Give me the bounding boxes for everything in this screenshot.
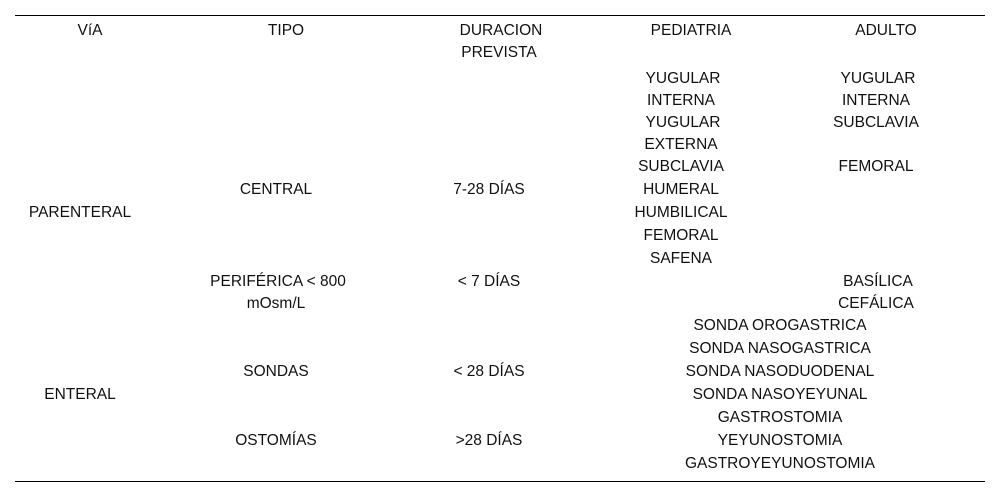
header-duracion-line1: DURACION [459,22,543,39]
duracion-ostomias: >28 DÍAS [455,432,523,449]
pediatria-central-item: YUGULAR [645,114,721,131]
sondas-opcion: SONDA NASOGASTRICA [689,340,871,357]
adulto-central-item: FEMORAL [838,158,914,175]
sondas-opcion: SONDA NASOYEYUNAL [692,386,868,403]
adulto-central-item: INTERNA [841,92,911,109]
tipo-ostomias: OSTOMÍAS [235,432,317,449]
pediatria-central-item: YUGULAR [645,70,721,87]
tipo-central: CENTRAL [239,181,313,198]
tipo-periferica-line2: mOsm/L [246,295,306,312]
via-enteral: ENTERAL [44,386,116,403]
adulto-central-item: SUBCLAVIA [833,114,919,131]
duracion-central: 7-28 DÍAS [453,181,525,198]
adulto-periferica-item: CEFÁLICA [838,295,914,312]
header-adulto: ADULTO [855,22,917,39]
adulto-periferica-item: BASÍLICA [843,273,913,290]
header-via: VíA [77,22,103,39]
ostomias-opcion: GASTROSTOMIA [717,409,843,426]
via-parenteral: PARENTERAL [28,204,132,221]
pediatria-central-item: SAFENA [649,250,713,267]
pediatria-central-item: EXTERNA [644,136,718,153]
duracion-sondas: < 28 DÍAS [453,363,525,380]
pediatria-central-item: HUMBILICAL [634,204,728,221]
tipo-periferica-line1: PERIFÉRICA < 800 [210,273,346,290]
ostomias-opcion: YEYUNOSTOMIA [717,432,843,449]
sondas-opcion: SONDA OROGASTRICA [693,317,867,334]
ostomias-opcion: GASTROYEYUNOSTOMIA [684,455,876,472]
adulto-central-item: YUGULAR [840,70,916,87]
header-tipo: TIPO [267,22,305,39]
bottom-rule [15,481,985,482]
duracion-periferica: < 7 DÍAS [457,273,521,290]
header-duracion-line2: PREVISTA [461,44,537,61]
pediatria-central-item: FEMORAL [643,227,719,244]
pediatria-central-item: SUBCLAVIA [638,158,724,175]
pediatria-central-item: HUMERAL [643,181,719,198]
tipo-sondas: SONDAS [243,363,309,380]
top-rule [15,15,985,16]
header-pediatria: PEDIATRIA [650,22,732,39]
sondas-opcion: SONDA NASODUODENAL [685,363,875,380]
pediatria-central-item: INTERNA [646,92,716,109]
